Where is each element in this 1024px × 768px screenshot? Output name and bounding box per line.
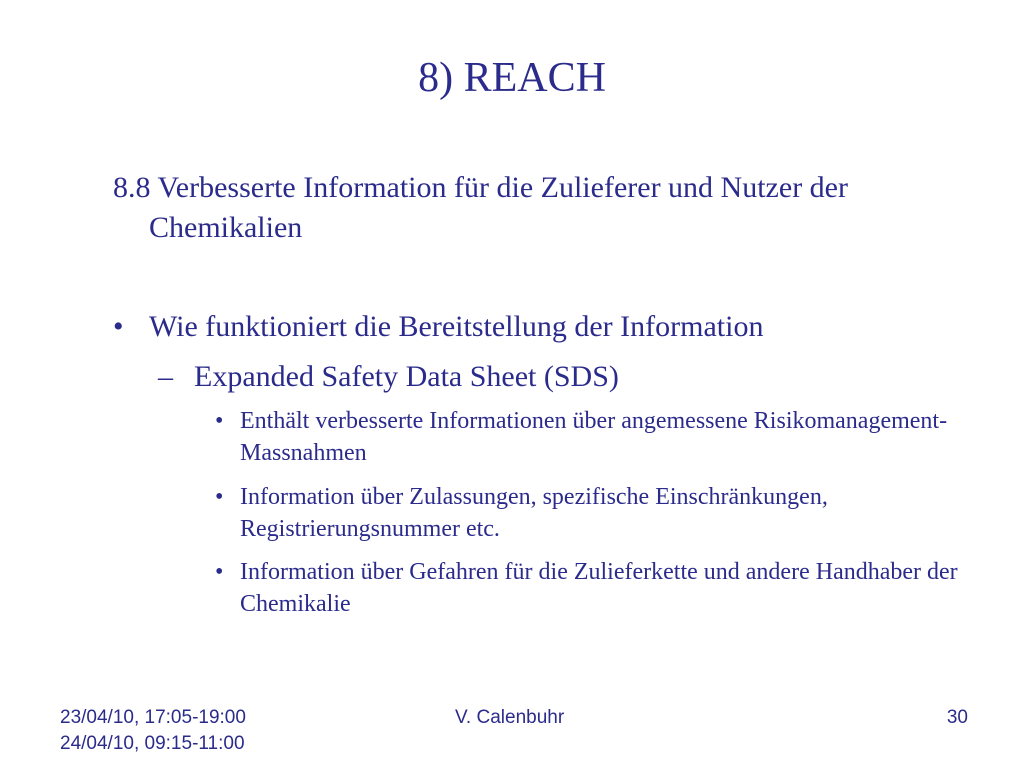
sub-sub-bullet-item (215, 405, 975, 469)
footer-author: V. Calenbuhr (455, 707, 565, 728)
dash-marker: – (158, 360, 173, 393)
sub-sub-bullet-text: Information über Zulassungen, spezifische Einschränkungen, Registrierungsnummer etc. (240, 484, 828, 542)
bullet-marker: • (215, 484, 224, 510)
sub-bullet-text: Expanded Safety Data Sheet (SDS) (194, 360, 619, 393)
footer-dates (60, 705, 246, 757)
slide-title: 8) REACH (418, 55, 606, 101)
bullet-marker: • (215, 408, 224, 434)
sub-sub-bullet-item (215, 556, 975, 620)
section-heading: 8.8 Verbesserte Information für die Zulieferer und Nutzer der Chemikalien (113, 171, 848, 244)
bullet-marker: • (113, 310, 124, 343)
footer-date-line: 23/04/10, 17:05-19:00 (60, 707, 246, 728)
page-number: 30 (946, 707, 968, 728)
sub-sub-bullet-text: Enthält verbesserte Informationen über angemessene Risikomanagement-Massnahmen (240, 408, 948, 466)
bullet-text: Wie funktioniert die Bereitstellung der Information (149, 310, 764, 343)
footer-date-line: 24/04/10, 09:15-11:00 (60, 733, 245, 754)
sub-sub-bullet-item (215, 481, 975, 545)
bullet-marker: • (215, 559, 224, 585)
sub-sub-bullet-text: Information über Gefahren für die Zulieferkette und andere Handhaber der Chemikalie (240, 559, 958, 617)
